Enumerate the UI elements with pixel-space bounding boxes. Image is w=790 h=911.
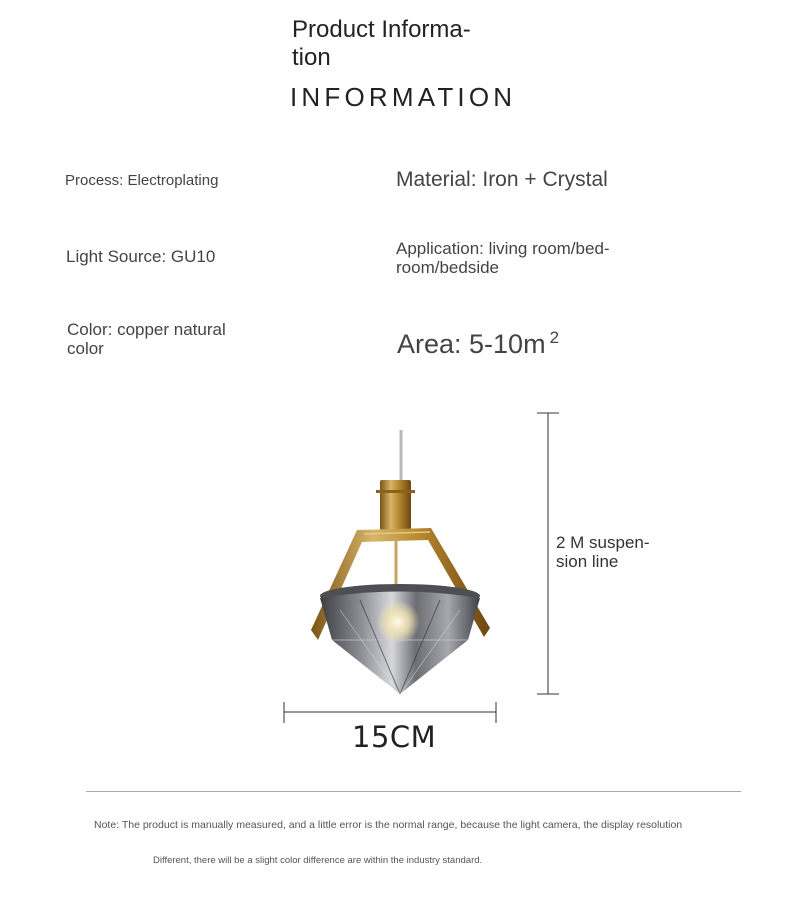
spec-area-text: Area: 5-10m — [397, 329, 546, 359]
measurement-note: Note: The product is manually measured, and a little error is the normal range, because the light camera, the display resolution — [94, 819, 683, 831]
spec-area — [397, 322, 559, 360]
spec-process: Process: Electroplating — [65, 172, 219, 189]
lamp-socket — [380, 480, 411, 530]
pendant-lamp-image — [280, 405, 570, 725]
spec-material: Material: Iron + Crystal — [396, 168, 608, 191]
width-label: 15CM — [352, 720, 437, 754]
spec-color: Color: copper natural color — [67, 320, 226, 358]
spec-light-source: Light Source: GU10 — [66, 247, 216, 266]
suspension-length-label: 2 M suspen-sion line — [556, 533, 650, 571]
divider — [86, 791, 741, 792]
bulb-glow — [376, 600, 420, 644]
page-title: Product Informa-tion — [292, 16, 471, 71]
section-subtitle: INFORMATION — [290, 82, 517, 112]
color-note: Different, there will be a slight color difference are within the industry standard. — [153, 855, 483, 866]
spec-application: Application: living room/bed-room/bedside — [396, 239, 610, 277]
spec-area-exponent: 2 — [549, 328, 560, 347]
